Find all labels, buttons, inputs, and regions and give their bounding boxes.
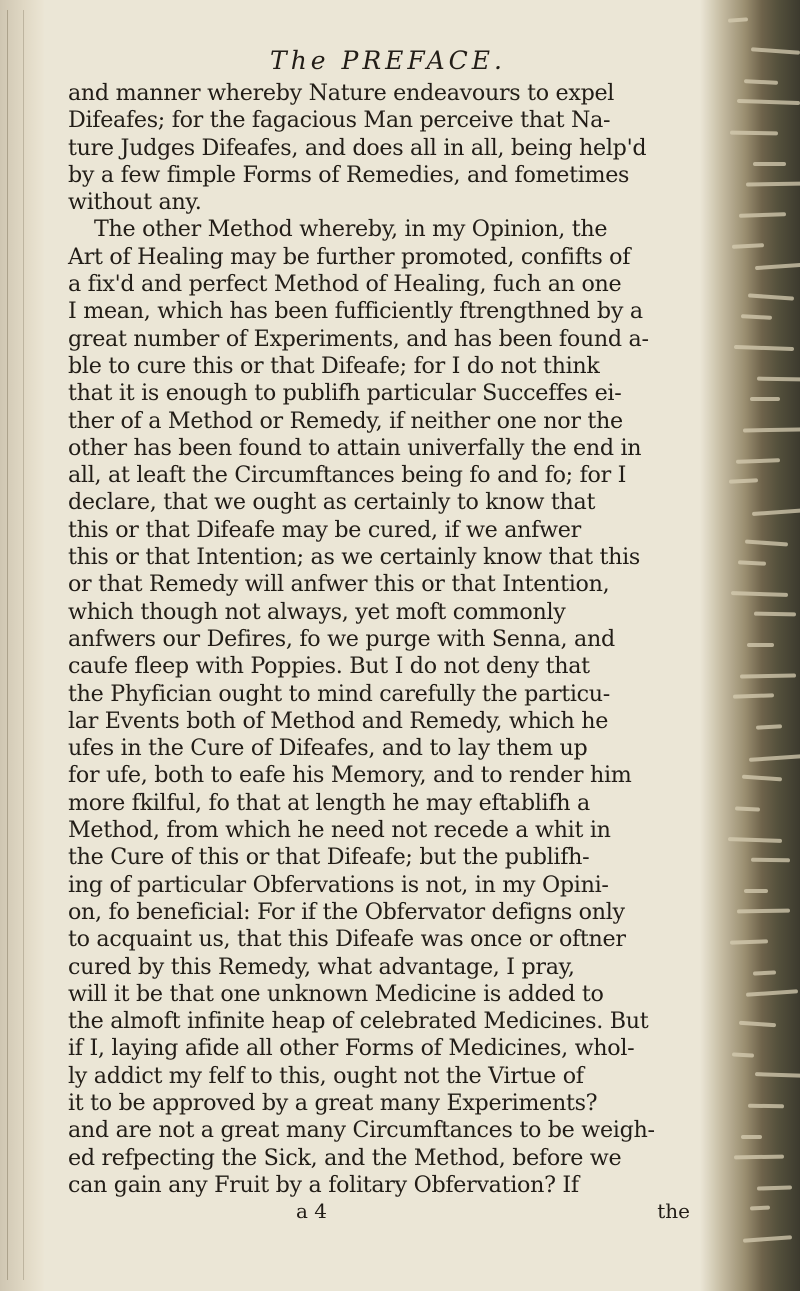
- text-line: on, fo beneficial: For if the Obfervator defigns only: [68, 898, 625, 925]
- text-line: if I, laying afide all other Forms of Medicines, whol-: [68, 1035, 635, 1062]
- page-edge-streak: [749, 754, 800, 762]
- left-gutter: [0, 0, 44, 1291]
- text-line: anfwers our Defires, fo we purge with Senna, and: [68, 625, 615, 652]
- page-edge-streak: [733, 693, 774, 698]
- page-edge-streak: [746, 181, 800, 186]
- text-line: lar Events both of Method and Remedy, which he: [68, 707, 609, 734]
- page-edge-streak: [750, 1205, 770, 1210]
- page-edge-streak: [753, 162, 786, 166]
- text-line: ble to cure this or that Difeafe; for I do not think: [68, 352, 600, 379]
- page-edge-streak: [752, 508, 800, 516]
- text-line: can gain any Fruit by a folitary Obfervation? If: [68, 1171, 579, 1198]
- page-edge-streak: [751, 858, 790, 863]
- text-line: caufe fleep with Poppies. But I do not deny that: [68, 653, 590, 680]
- text-line: for ufe, both to eafe his Memory, and to render him: [68, 762, 632, 789]
- text-line: the Phyfician ought to mind carefully the particu-: [68, 680, 610, 707]
- page-edge-streak: [740, 674, 796, 679]
- page-edge-streak: [750, 397, 780, 401]
- text-line: and manner whereby Nature endeavours to expel: [68, 80, 615, 106]
- page-edge-streak: [734, 345, 794, 351]
- page-edge-streak: [735, 806, 760, 811]
- text-line: this or that Difeafe may be cured, if we anfwer: [68, 516, 581, 543]
- page-edge-streak: [743, 427, 800, 432]
- text-line: ture Judges Difeafes, and does all in all, being help'd: [68, 134, 647, 161]
- text-line: to acquaint us, that this Difeafe was once or oftner: [68, 926, 626, 953]
- catchword: the: [657, 1199, 690, 1224]
- page-edge-streak: [754, 612, 796, 617]
- running-head: The PREFACE.: [270, 46, 506, 75]
- text-line: ufes in the Cure of Difeafes, and to lay them up: [68, 735, 588, 762]
- page-edges: [700, 0, 800, 1291]
- text-line: which though not always, yet moft commonly: [68, 598, 566, 625]
- page-edge-streak: [748, 293, 794, 300]
- page-edge-streak: [741, 314, 772, 320]
- page-edge-streak: [732, 243, 764, 249]
- text-line: ther of a Method or Remedy, if neither one nor the: [68, 407, 623, 434]
- text-line: Art of Healing may be further promoted, confifts of: [68, 243, 631, 270]
- page-edge-streak: [742, 775, 782, 782]
- text-line: the Cure of this or that Difeafe; but the publifh-: [68, 844, 590, 871]
- page-edge-streak: [756, 724, 782, 729]
- page-edge-streak: [757, 377, 800, 382]
- text-line: ly addict my felf to this, ought not the Virtue of: [68, 1062, 584, 1089]
- catch-line: [68, 1199, 708, 1223]
- page-edge-streak: [746, 989, 798, 997]
- page-edge-streak: [738, 560, 766, 565]
- page-edge-streak: [730, 939, 768, 944]
- page-edge-streak: [748, 1104, 784, 1109]
- text-line: Method, from which he need not recede a whit in: [68, 817, 611, 844]
- text-line: the almoft infinite heap of celebrated Medicines. But: [68, 1008, 649, 1035]
- text-line: a fix'd and perfect Method of Healing, fuch an one: [68, 271, 622, 298]
- text-line: will it be that one unknown Medicine is added to: [68, 980, 604, 1007]
- page-edge-streak: [732, 1052, 754, 1057]
- text-line: and are not a great many Circumftances to be weigh-: [68, 1117, 655, 1144]
- page-edge-streak: [739, 212, 786, 218]
- page-edge-streak: [751, 47, 800, 54]
- page-edge-streak: [728, 17, 748, 22]
- text-line: ed refpecting the Sick, and the Method, before we: [68, 1144, 622, 1171]
- text-line: Difeafes; for the fagacious Man perceive that Na-: [68, 107, 611, 134]
- page-edge-streak: [729, 478, 758, 484]
- text-line: The other Method whereby, in my Opinion, the: [94, 216, 608, 243]
- page-edge-streak: [744, 79, 778, 85]
- text-line: all, at leaft the Circumftances being fo and fo; for I: [68, 462, 627, 489]
- page-edge-streak: [730, 131, 778, 136]
- page-edge-streak: [739, 1021, 776, 1028]
- book-page: [68, 44, 708, 1223]
- text-line: other has been found to attain univerfally the end in: [68, 434, 642, 461]
- text-line: or that Remedy will anfwer this or that Intention,: [68, 571, 610, 598]
- text-line: more fkilful, fo that at length he may eftablifh a: [68, 789, 590, 816]
- text-line: ing of particular Obfervations is not, in my Opini-: [68, 871, 609, 898]
- page-edge-streak: [737, 99, 800, 105]
- page-edge-streak: [753, 970, 776, 975]
- page-edge-streak: [741, 1135, 762, 1139]
- text-line: declare, that we ought as certainly to know that: [68, 489, 596, 516]
- page-edge-streak: [736, 458, 780, 464]
- text-line: great number of Experiments, and has been found a-: [68, 325, 649, 352]
- text-block: [68, 80, 708, 1199]
- text-line: by a few fimple Forms of Remedies, and fometimes: [68, 161, 630, 188]
- signature-mark: a 4: [296, 1199, 328, 1224]
- gutter-rule: [7, 10, 8, 1280]
- text-line: without any.: [68, 189, 202, 216]
- page-edge-streak: [731, 591, 788, 597]
- text-line: this or that Intention; as we certainly know that this: [68, 544, 640, 571]
- text-line: that it is enough to publifh particular Succeffes ei-: [68, 380, 622, 407]
- page-edge-streak: [747, 643, 774, 647]
- text-line: it to be approved by a great many Experiments?: [68, 1089, 598, 1116]
- page-edge-streak: [737, 909, 790, 914]
- page-edge-streak: [755, 1072, 800, 1078]
- gutter-rule: [23, 10, 24, 1280]
- page-edge-streak: [745, 540, 788, 547]
- page-edge-streak: [743, 1235, 792, 1242]
- page-edge-streak: [744, 889, 768, 893]
- text-line: cured by this Remedy, what advantage, I pray,: [68, 953, 575, 980]
- page-edge-streak: [728, 837, 782, 843]
- text-line: I mean, which has been fufficiently ftrengthned by a: [68, 298, 643, 325]
- page-edge-streak: [734, 1155, 784, 1160]
- page-edge-streak: [755, 262, 800, 270]
- page-edge-streak: [757, 1185, 792, 1190]
